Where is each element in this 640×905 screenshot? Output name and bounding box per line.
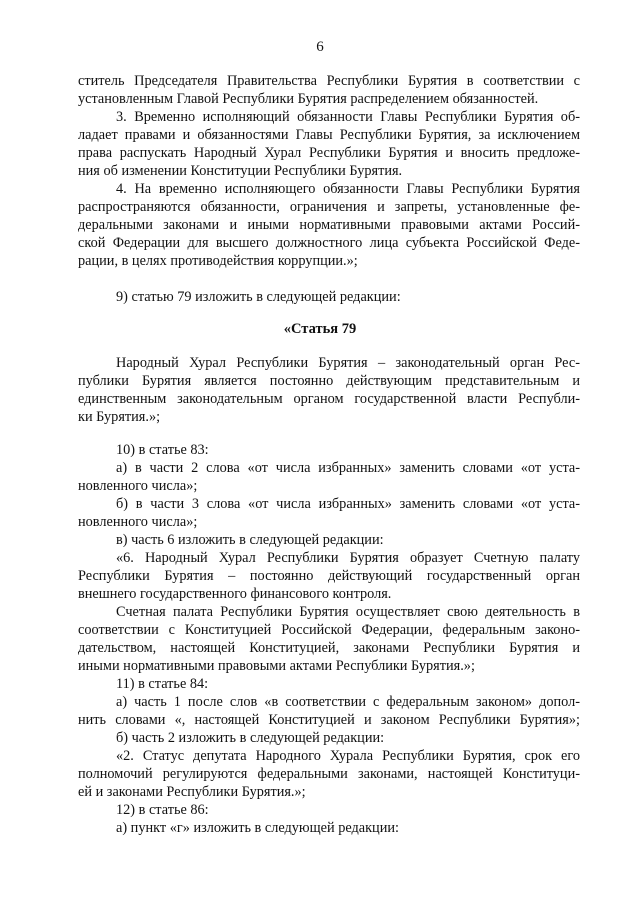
text-line: а) в части 2 слова «от числа избранных» заменить словами «от уста- — [116, 460, 580, 476]
text-line: в) часть 6 изложить в следующей редакции: — [116, 532, 384, 548]
text-line: установленным Главой Республики Бурятия распределением обязанностей. — [78, 91, 539, 107]
text-line: соответствии с Конституцией Российской Федерации, федеральным законо- — [78, 622, 580, 638]
text-line: ей и законами Республики Бурятия.»; — [78, 784, 306, 800]
page-number: 6 — [316, 39, 324, 55]
text-line: публики Бурятия является постоянно действующим представительным и — [78, 373, 580, 389]
text-line: 11) в статье 84: — [116, 676, 209, 692]
text-line: а) часть 1 после слов «в соответствии с федеральным законом» допол- — [116, 694, 580, 710]
text-line: иными нормативными правовыми актами Республики Бурятия.»; — [78, 658, 475, 674]
text-line: новленного числа»; — [78, 514, 198, 530]
text-line: Народный Хурал Республики Бурятия – законодательный орган Рес- — [116, 355, 580, 371]
text-line: ния об изменении Конституции Республики Бурятия. — [78, 163, 403, 179]
text-line: полномочий регулируются федеральными законами, настоящей Конституци- — [78, 766, 580, 782]
text-line: распространяются обязанности, ограничения и запреты, установленные фе- — [78, 199, 580, 215]
text-line: «6. Народный Хурал Республики Бурятия образует Счетную палату — [116, 550, 580, 566]
text-line: 10) в статье 83: — [116, 442, 209, 458]
text-line: ладает правами и обязанностями Главы Республики Бурятия, за исключением — [78, 127, 580, 143]
text-line: единственным законодательным органом государственной власти Республи- — [78, 391, 580, 407]
text-line: Республики Бурятия – постоянно действующий государственный орган — [78, 568, 580, 584]
text-line: новленного числа»; — [78, 478, 198, 494]
text-line: «2. Статус депутата Народного Хурала Республики Бурятия, срок его — [116, 748, 580, 764]
text-line: Счетная палата Республики Бурятия осуществляет свою деятельность в — [116, 604, 580, 620]
text-line: 9) статью 79 изложить в следующей редакции: — [116, 289, 401, 305]
text-line: деральными законами и иными нормативными правовыми актами Россий- — [78, 217, 580, 233]
text-line: а) пункт «г» изложить в следующей редакции: — [116, 820, 399, 836]
text-line: ки Бурятия.»; — [78, 409, 161, 425]
text-line: ститель Председателя Правительства Республики Бурятия в соответствии с — [78, 73, 580, 89]
article-heading: «Статья 79 — [283, 321, 357, 337]
text-line: рации, в целях противодействия коррупции.»; — [78, 253, 358, 269]
text-line: ской Федерации для высшего должностного лица субъекта Российской Феде- — [78, 235, 580, 251]
text-line: права распускать Народный Хурал Республики Бурятия и вносить предложе- — [78, 145, 580, 161]
text-line: внешнего государственного финансового контроля. — [78, 586, 392, 602]
text-line: дательством, настоящей Конституцией, законами Республики Бурятия и — [78, 640, 580, 656]
text-line: 4. На временно исполняющего обязанности Главы Республики Бурятия — [116, 181, 580, 197]
text-line: 12) в статье 86: — [116, 802, 209, 818]
text-line: б) в части 3 слова «от числа избранных» заменить словами «от уста- — [116, 496, 580, 512]
text-line: 3. Временно исполняющий обязанности Главы Республики Бурятия об- — [116, 109, 580, 125]
text-line: б) часть 2 изложить в следующей редакции: — [116, 730, 385, 746]
text-line: нить словами «, настоящей Конституцией и законом Республики Бурятия»; — [78, 712, 580, 728]
